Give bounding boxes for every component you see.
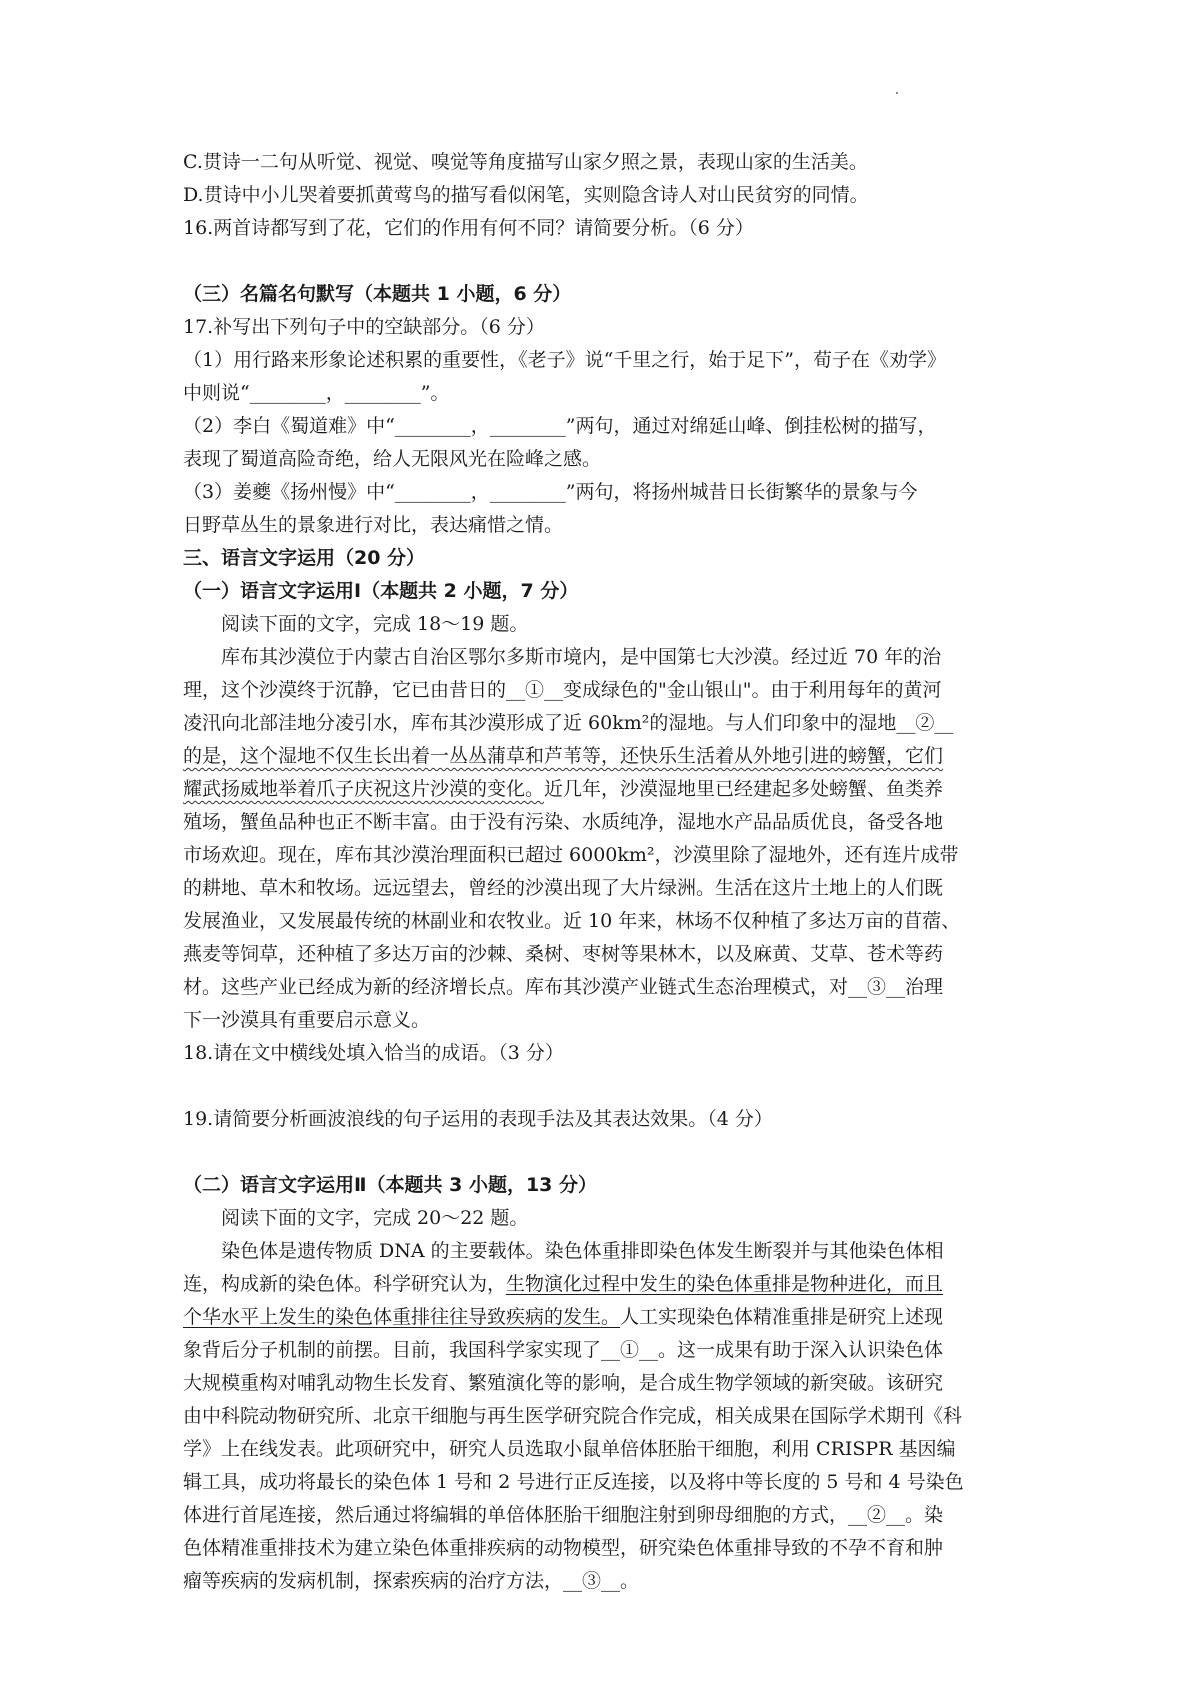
question-17-3-line2: 日野草丛生的景象进行对比，表达痛惜之情。 (183, 514, 564, 536)
part-heading-language-use: 三、语言文字运用（20 分） (183, 547, 426, 569)
passage1-line: 发展渔业，又发展最传统的林副业和农牧业。近 10 年来，林场不仅种植了多达万亩的苜蓿、 (183, 910, 961, 932)
underlined-sentence: 个华水平上发生的染色体重排往往导致疾病的发生。 (183, 1306, 621, 1328)
spacer (183, 1136, 1028, 1169)
subsection-heading-2: （二）语言文字运用Ⅱ（本题共 3 小题，13 分） (183, 1174, 598, 1196)
spacer (183, 1070, 1028, 1103)
passage-text: 人工实现染色体精准重排是研究上述现 (620, 1306, 944, 1328)
passage1-line (183, 740, 1028, 773)
underlined-sentence: 生物演化过程中发生的染色体重排是物种进化，而且 (506, 1273, 944, 1295)
passage2-line: 大规模重构对哺乳动物生长发育、繁殖演化等的影响，是合成生物学领域的新突破。该研究 (183, 1372, 944, 1394)
question-17: 17.补写出下列句子中的空缺部分。（6 分） (183, 316, 545, 338)
reading-instruction-1: 阅读下面的文字，完成 18～19 题。 (221, 613, 529, 635)
question-16: 16.两首诗都写到了花，它们的作用有何不同？请简要分析。（6 分） (183, 217, 754, 239)
passage2-line: 辑工具，成功将最长的染色体 1 号和 2 号进行正反连接，以及将中等长度的 5 号和 4 号染色 (183, 1471, 964, 1493)
passage2-line: 象背后分子机制的前摆。目前，我国科学家实现了__①__。这一成果有助于深入认识染色体 (183, 1339, 944, 1361)
wavy-underlined-sentence: 耀武扬威地举着爪子庆祝这片沙漠的变化。 (183, 778, 545, 800)
passage1-line (183, 773, 1028, 806)
passage2-line: 染色体是遗传物质 DNA 的主要载体。染色体重排即染色体发生断裂并与其他染色体相 (221, 1240, 944, 1262)
question-17-2-line2: 表现了蜀道高险奇绝，给人无限风光在险峰之感。 (183, 448, 602, 470)
question-17-1-line2: 中则说“________，________”。 (183, 382, 450, 404)
passage1-line: 材。这些产业已经成为新的经济增长点。库布其沙漠产业链式生态治理模式，对__③__治理 (183, 976, 944, 998)
question-19: 19.请简要分析画波浪线的句子运用的表现手法及其表达效果。（4 分） (183, 1108, 773, 1130)
passage2-line: 学》上在线发表。此项研究中，研究人员选取小鼠单倍体胚胎干细胞，利用 CRISPR 基因编 (183, 1438, 956, 1460)
option-c: C.贯诗一二句从听觉、视觉、嗅觉等角度描写山家夕照之景，表现山家的生活美。 (183, 151, 868, 173)
section-heading-recitation: （三）名篇名句默写（本题共 1 小题，6 分） (183, 283, 572, 305)
question-18: 18.请在文中横线处填入恰当的成语。（3 分） (183, 1042, 564, 1064)
passage-text: 连，构成新的染色体。科学研究认为， (183, 1273, 507, 1295)
passage2-line: 由中科院动物研究所、北京干细胞与再生医学研究院合作完成，相关成果在国际学术期刊《科 (183, 1405, 963, 1427)
passage1-line: 凌汛向北部洼地分凌引水，库布其沙漠形成了近 60km²的湿地。与人们印象中的湿地__②__ (183, 712, 954, 734)
passage2-line: 瘤等疾病的发病机制，探索疾病的治疗方法，__③__。 (183, 1570, 640, 1592)
passage2-line: 色体精准重排技术为建立染色体重排疾病的动物模型，研究染色体重排导致的不孕不育和肿 (183, 1537, 944, 1559)
option-d: D.贯诗中小儿哭着要抓黄莺鸟的描写看似闲笔，实则隐含诗人对山民贫穷的同情。 (183, 184, 869, 206)
passage1-line: 市场欢迎。现在，库布其沙漠治理面积已超过 6000km²，沙漠里除了湿地外，还有连片成带 (183, 844, 959, 866)
passage1-line: 理，这个沙漠终于沉静，它已由昔日的__①__变成绿色的"金山银山"。由于利用每年的黄河 (183, 679, 942, 701)
question-17-2-line1: （2）李白《蜀道难》中“________，________”两句，通过对绵延山峰、倒挂松树的描写， (183, 415, 937, 437)
passage2-line (183, 1301, 1028, 1334)
passage2-line: 体进行首尾连接，然后通过将编辑的单倍体胚胎干细胞注射到卵母细胞的方式，__②__。染 (183, 1504, 944, 1526)
passage1-line: 库布其沙漠位于内蒙古自治区鄂尔多斯市境内，是中国第七大沙漠。经过近 70 年的治 (221, 646, 942, 668)
question-17-3-line1: （3）姜夔《扬州慢》中“________，________”两句，将扬州城昔日长街繁华的景象与今 (183, 481, 918, 503)
subsection-heading-1: （一）语言文字运用Ⅰ（本题共 2 小题，7 分） (183, 580, 579, 602)
question-17-1-line1: （1）用行路来形象论述积累的重要性，《老子》说“千里之行，始于足下”，荀子在《劝学》 (183, 349, 947, 371)
page-dot-mark (896, 92, 898, 94)
spacer (183, 245, 1028, 278)
passage1-line: 殖场，蟹鱼品种也正不断丰富。由于没有污染、水质纯净，湿地水产品品质优良，备受各地 (183, 811, 944, 833)
passage2-line (183, 1268, 1028, 1301)
passage1-line: 下一沙漠具有重要启示意义。 (183, 1009, 431, 1031)
page-content (183, 146, 1028, 1598)
wavy-underlined-sentence: 的是，这个湿地不仅生长出着一丛丛蒲草和芦苇等，还快乐生活着从外地引进的螃蟹，它们 (183, 745, 944, 767)
passage1-line: 燕麦等饲草，还种植了多达万亩的沙棘、桑树、枣树等果林木，以及麻黄、艾草、苍术等药 (183, 943, 944, 965)
reading-instruction-2: 阅读下面的文字，完成 20～22 题。 (221, 1207, 529, 1229)
passage-text: 近几年，沙漠湿地里已经建起多处螃蟹、鱼类养 (544, 778, 944, 800)
passage1-line: 的耕地、草木和牧场。远远望去，曾经的沙漠出现了大片绿洲。生活在这片土地上的人们既 (183, 877, 944, 899)
